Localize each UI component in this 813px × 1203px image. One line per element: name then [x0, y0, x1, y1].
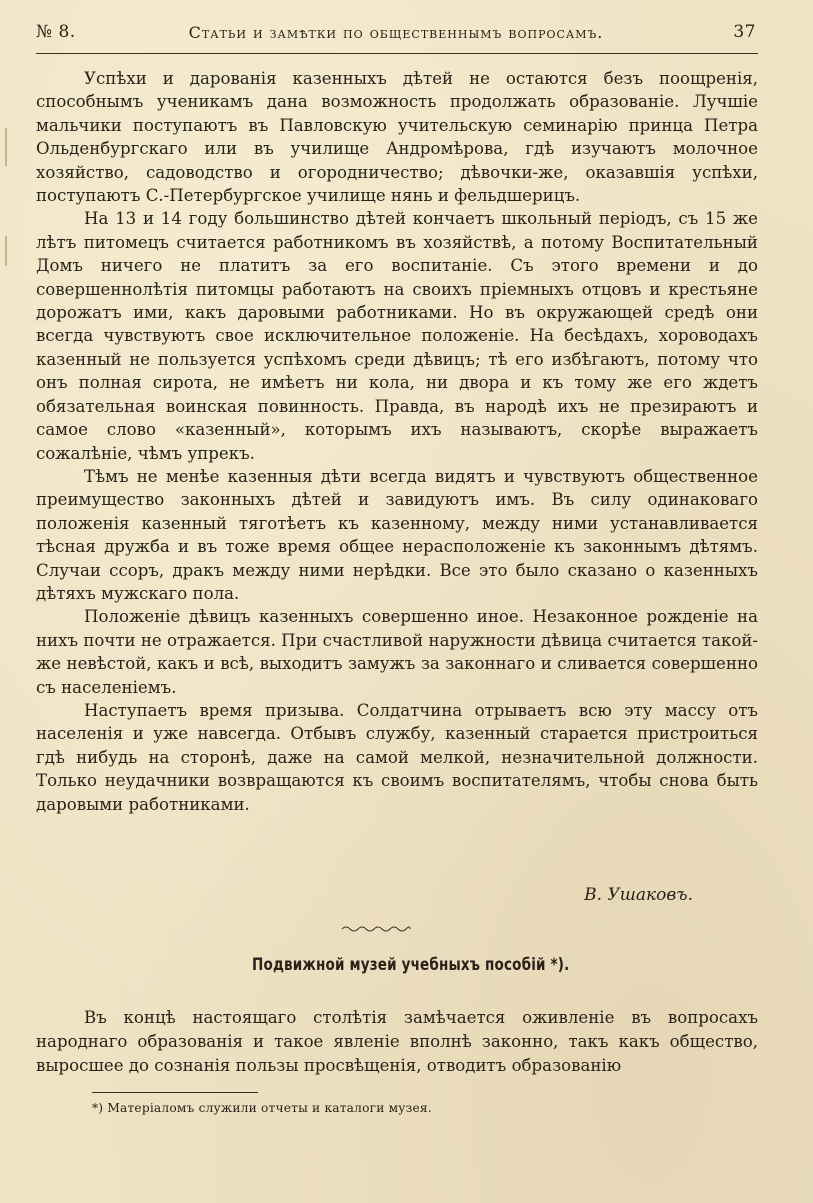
paragraph: На 13 и 14 году большинство дѣтей кончаетъ школьный періодъ, съ 15 же лѣтъ питомецъ считается работникомъ въ хозяйствѣ, а потому Воспитательный Домъ ничего не платитъ за его воспитаніе. Съ этого времени и до совершеннолѣтія питомцы работаютъ на своихъ пріемныхъ отцовъ и крестьяне дорожатъ ими, какъ даровыми работниками. Но въ окружающей средѣ они всегда чувствуютъ свое исключительное положеніе. На бесѣдахъ, хороводахъ казенный не пользуется успѣхомъ среди дѣвицъ; тѣ его избѣгаютъ, потому что онъ полная сирота, не имѣетъ ни кола, ни двора и къ тому же его ждетъ обязательная воинская повинность. Правда, въ народѣ ихъ не презираютъ и самое слово «казенный», которымъ ихъ называютъ, скорѣе выражаетъ сожалѣніе, чѣмъ упрекъ.	[36, 209, 758, 463]
ornament-divider	[340, 924, 412, 934]
footnote-rule	[92, 1092, 258, 1093]
header-rule	[36, 53, 758, 54]
page-number: 37	[733, 22, 756, 42]
margin-mark	[5, 128, 7, 166]
running-title: Статьи и замѣтки по общественнымъ вопросамъ.	[188, 23, 604, 42]
running-header	[36, 22, 756, 48]
paragraph: Успѣхи и дарованія казенныхъ дѣтей не остаются безъ поощренія, способнымъ ученикамъ дана возможность продолжать образованіе. Лучшіе мальчики поступаютъ въ Павловскую учительскую семинарію принца Петра Ольденбургскаго или въ училище Андромѣрова, гдѣ изучаютъ молочное хозяйство, садоводство и огородничество; дѣвочки-же, оказавшія успѣхи, поступаютъ С.-Петербургское училище нянь и фельдшерицъ.	[36, 69, 758, 206]
paragraph: Наступаетъ время призыва. Солдатчина отрываетъ всю эту массу отъ населенія и уже навсегда. Отбывъ службу, казенный старается пристроиться гдѣ нибудь на сторонѣ, даже на самой мелкой, незначительной должности. Только неудачники возвращаются къ своимъ воспитателямъ, чтобы снова быть даровыми работниками.	[36, 700, 758, 814]
paragraph: Въ концѣ настоящаго столѣтія замѣчается оживленіе въ вопросахъ народнаго образованія и такое явленіе вполнѣ законно, такъ какъ общество, выросшее до сознанія пользы просвѣщенія, отводитъ образованію	[36, 1008, 758, 1075]
issue-number: № 8.	[36, 22, 76, 42]
article-body	[36, 67, 758, 816]
section-heading: Подвижной музей учебныхъ пособій *).	[251, 955, 570, 974]
author-signature: В. Ушаковъ.	[584, 885, 693, 905]
paragraph: Положеніе дѣвицъ казенныхъ совершенно иное. Незаконное рожденіе на нихъ почти не отражается. При счастливой наружности дѣвица считается такой-же невѣстой, какъ и всѣ, выходитъ замужъ за законнаго и сливается совершенно съ населеніемъ.	[36, 607, 758, 697]
footnote: *) Матеріаломъ служили отчеты и каталоги музея.	[92, 1101, 432, 1115]
margin-mark	[5, 236, 7, 266]
section-body	[36, 1006, 758, 1078]
paragraph: Тѣмъ не менѣе казенныя дѣти всегда видятъ и чувствуютъ общественное преимущество законныхъ дѣтей и завидуютъ имъ. Въ силу одинаковаго положенія казенный тяготѣетъ къ казенному, между ними устанавливается тѣсная дружба и въ тоже время общее нерасположеніе къ законнымъ дѣтямъ. Случаи ссоръ, дракъ между ними нерѣдки. Все это было сказано о казенныхъ дѣтяхъ мужскаго пола.	[36, 466, 758, 603]
